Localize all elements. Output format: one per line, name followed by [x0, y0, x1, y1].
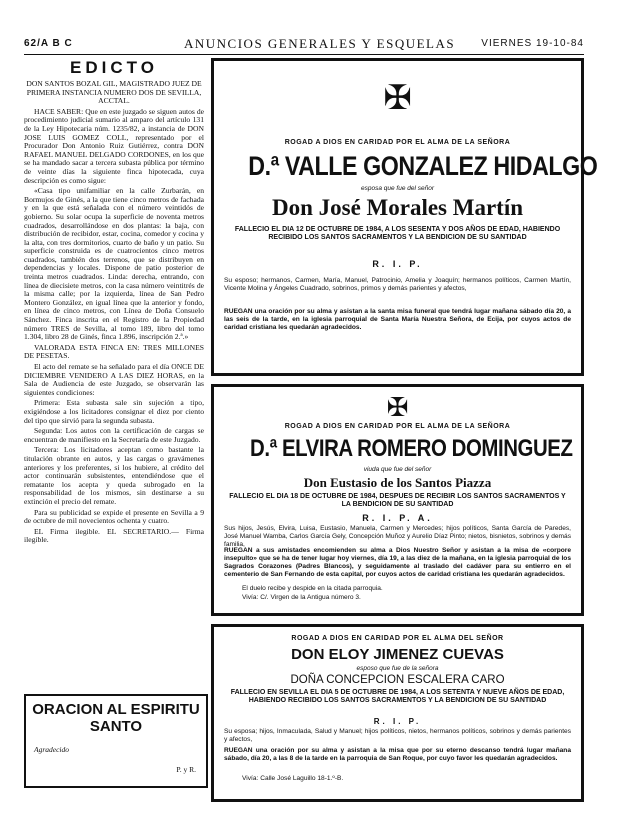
deceased-name: D.ª VALLE GONZALEZ HIDALGO — [248, 151, 598, 181]
deceased-name: DON ELOY JIMENEZ CUEVAS — [291, 646, 504, 663]
edicto-paragraph: EL Firma ilegible. EL SECRETARIO.— Firma ilegible. — [24, 526, 204, 545]
death-info: FALLECIO EL DIA 18 DE OCTUBRE DE 1984, DESPUES DE RECIBIR LOS SANTOS SACRAMENTOS Y LA BENDICION DE SU SANTIDAD — [229, 493, 566, 508]
edicto-paragraph: Primera: Esta subasta sale sin sujeción a tipo, exigiéndose a los licitadores consignar el diez por ciento del tipo que sirvió para la segunda subasta. — [24, 398, 204, 425]
death-info: FALLECIO EL DIA 12 DE OCTUBRE DE 1984, A LOS SESENTA Y DOS AÑOS DE EDAD, HABIENDO RECIBIDO LOS SANTOS SACRAMENTOS Y LA BENDICION DE SU SANTIDAD — [234, 226, 561, 241]
edicto-paragraph: Segunda: Los autos con la certificación de cargas se encuentran de manifiesto en la Secretaría de este Juzgado. — [24, 426, 204, 444]
oracion-subtitle: Agradecido — [34, 745, 69, 754]
relation-text: esposo que fue de la señora — [356, 665, 439, 672]
edicto-paragraph: Tercera: Los licitadores aceptan como bastante la titulación obrante en autos, y las cargas o gravámenes anteriores y los preferentes, si los hubiere, al crédito del actor continuarán subsistentes, entendiéndose que el rematante los acepta y queda subrogado en la responsabilidad de los mismos, sin destinarse a su extinción el precio del remate. — [24, 445, 204, 506]
oracion-box — [24, 694, 208, 788]
request-text: RUEGAN a sus amistades encomienden su alma a Dios Nuestro Señor y asistan a la misa de «corpore insepulto» que se ha de tener lugar hoy viernes, día 19, a las diez de la mañana, en la iglesia parroquial de los Sagrados Corazones (Padres Blancos), y seguidamente al traslado del cadáver para su entierro en el cementerio de San Fernando de esta capital, por cuyos actos de caridad cristiana les quedarán agradecidos. — [224, 547, 571, 578]
oracion-signature: P. y R. — [176, 765, 196, 774]
spouse-name: Don Eustasio de los Santos Piazza — [303, 475, 492, 490]
issue-date: VIERNES 19-10-84 — [481, 38, 584, 49]
cross-icon: ✠ — [383, 78, 412, 118]
spouse-name: DOÑA CONCEPCION ESCALERA CARO — [290, 674, 505, 686]
family-text: Sus hijos, Jesús, Elvira, Luisa, Eustasio, Manuela, Carmen y Mercedes; hijos políticos, Santa García de Paredes, José Manuel Wamba, Carlos García Gely, Concepción Muñoz y Aurelio Díaz Pinto; nietos, bisnietos, sobrinos y demás familia, — [224, 525, 571, 548]
relation-text: esposa que fue del señor — [361, 185, 434, 192]
edicto-paragraph: DON SANTOS BOZAL GIL, MAGISTRADO JUEZ DE PRIMERA INSTANCIA NUMERO DOS DE SEVILLA, ACCTAL. — [26, 79, 202, 106]
death-info: FALLECIO EN SEVILLA EL DIA 5 DE OCTUBRE DE 1984, A LOS SETENTA Y NUEVE AÑOS DE EDAD, HABIENDO RECIBIDO LOS SANTOS SACRAMENTOS Y LA BENDICION DE SU SANTIDAD — [230, 689, 565, 704]
obituary-intro: ROGAD A DIOS EN CARIDAD POR EL ALMA DE LA SEÑORA — [284, 139, 511, 146]
family-text: Su esposa; hijos, Inmaculada, Salud y Manuel; hijos políticos, nietos, hermanos políticos, sobrinos y demás parientes y afectos, — [224, 728, 571, 743]
edicto-paragraph: HACE SABER: Que en este juzgado se siguen autos de procedimiento judicial sumario al amparo del artículo 131 de la Ley Hipotecaria núm. 1235/82, a instancia de DON JOSE LUIS GOMEZ COLL, representado por el Procurador Don Antonio Ruiz Gutiérrez, contra DON RAFAEL MANUEL DELGADO CORDONES, en los que se ha mandado sacar a tercera subasta pública por término de veinte días la siguiente finca hipotecada, cuya descripción es como sigue: — [24, 106, 204, 185]
family-text: Su esposo; hermanos, Carmen, María, Manuel, Patrocinio, Amelia y Joaquín; hermanos políticos, Carmen Martín, Vicente Molina y Ángeles Cuadrado, sobrinos, primos y demás parientes y afectos, — [224, 277, 571, 292]
edicto-paragraph: El acto del remate se ha señalado para el día ONCE DE DICIEMBRE VENIDERO A LAS DIEZ HORAS, en la Sala de Audiencia de este Juzgado, se observarán las siguientes condiciones: — [24, 362, 204, 397]
edicto-title: EDICTO — [70, 58, 158, 77]
duel-note: El duelo recibe y despide en la citada parroquia. — [242, 585, 383, 592]
obituary-intro: ROGAD A DIOS EN CARIDAD POR EL ALMA DE LA SEÑORA — [284, 423, 511, 430]
section-title: ANUNCIOS GENERALES Y ESQUELAS — [184, 36, 456, 51]
edicto-column — [24, 58, 204, 798]
cross-icon: ✠ — [386, 393, 409, 423]
request-text: RUEGAN una oración por su alma y asistan a la santa misa funeral que tendrá lugar mañana sábado día 20, a las seis de la tarde, en la iglesia parroquial de Santa María Nuestra Señora, de Ecija, por cuyos actos de caridad cristiana les quedarán agradecidos. — [224, 308, 571, 331]
page-number: 62/A B C — [24, 38, 73, 49]
obituary-valle-gonzalez — [211, 58, 598, 376]
rip-text: R. I. P. A. — [362, 513, 433, 523]
rip-text: R. I. P. — [372, 259, 423, 269]
spouse-name: Don José Morales Martín — [271, 195, 524, 220]
edicto-paragraph: Para su publicidad se expide el presente en Sevilla a 9 de octubre de mil novecientos ochenta y cuatro. — [24, 507, 204, 526]
obituary-elvira-romero — [211, 384, 584, 616]
address-note: Vivía: Calle José Laguillo 18-1.º-B. — [242, 775, 344, 782]
rip-text: R. I. P. — [373, 717, 422, 726]
obituary-intro: ROGAD A DIOS EN CARIDAD POR EL ALMA DEL SEÑOR — [291, 635, 504, 642]
obituary-eloy-jimenez — [211, 624, 584, 802]
relation-text: viuda que fue del señor — [363, 466, 432, 473]
request-text: RUEGAN una oración por su alma y asistan a la misa que por su eterno descanso tendrá lugar mañana sábado, día 20, a las 8 de la tarde en la parroquia de San Roque, por cuyo favor les quedarán agradecidos. — [224, 747, 571, 762]
page-header — [24, 38, 584, 55]
deceased-name: D.ª ELVIRA ROMERO DOMINGUEZ — [250, 435, 573, 462]
edicto-paragraph: «Casa tipo unifamiliar en la calle Zurbarán, en Bormujos de Ginés, a la que tiene cinco metros de fachada y en la que está señalada con el número veintidós de gobierno. Su solar ocupa la superficie de noventa metros cuadrados, desarrollándose en dos plantas: la baja, con distribución de recibidor, estar, cocina, comedor y cocina y la alta, con tres dormitorios, cuarto de baño y un patio. Su superficie construida es de cuatrocientos cinco metros cuadrados, también dos terrenos, que se distribuyen en dependencias y locales. Dispone de patio posterior de treinta metros cuadrados. Linda: derecha, entrando, con línea de diecisiete metros, con la casa número veintitrés de la misma calle; por la izquierda, línea de San Pedro Montero González, en igual línea que la anterior y fondo, en línea de cinco metros, con Línea de Doña Consuelo Sánchez. Finca inscrita en el Registro de la Propiedad número TRES de Sevilla, al tomo 189, libro del tomo 1.304, libro 28 de Ginés, finca 1.896, inscripción 2.ª.» — [24, 186, 204, 342]
edicto-paragraph: VALORADA ESTA FINCA EN: TRES MILLONES DE PESETAS. — [24, 342, 204, 361]
address-note: Vivía: C/. Virgen de la Antigua número 3. — [242, 594, 361, 601]
oracion-title: ORACION AL ESPIRITU SANTO — [32, 701, 200, 735]
